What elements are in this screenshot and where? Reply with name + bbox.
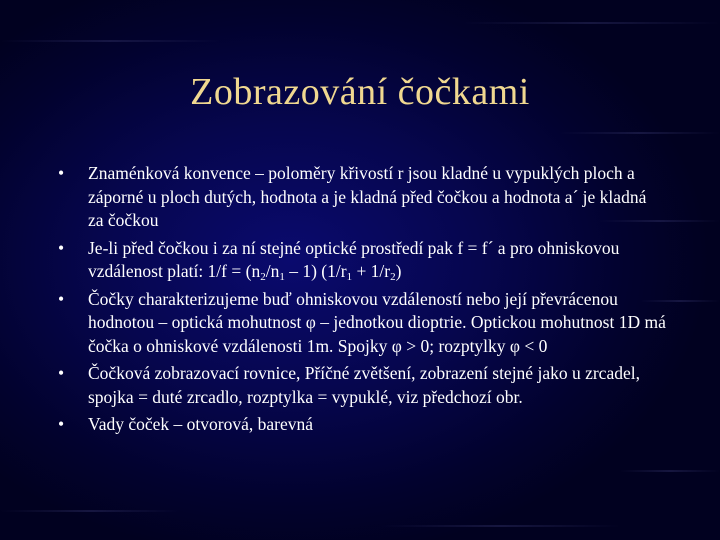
background-streak	[0, 40, 220, 42]
bullet-icon: •	[58, 414, 65, 434]
bullet-text: Čočková zobrazovací rovnice, Příčné zvětšení, zobrazení stejné jako u zrcadel, spojka = duté zrcadlo, rozptylka = vypuklé, viz předchozí obr.	[88, 363, 640, 407]
bullet-icon: •	[58, 363, 65, 383]
background-streak	[460, 22, 720, 24]
bullet-item	[56, 288, 666, 359]
bullet-item	[56, 162, 666, 233]
formula-subscript: 1	[346, 271, 353, 283]
background-streak	[620, 470, 720, 472]
formula-text: – 1) (1/r	[284, 261, 347, 281]
formula-text: + 1/r	[352, 261, 391, 281]
background-streak	[0, 510, 180, 512]
bullet-text: Čočky charakterizujeme buď ohniskovou vzdáleností nebo její převrácenou hodnotou – optická mohutnost φ – jednotkou dioptrie. Optickou mohutnost 1D má čočka o ohniskové vzdálenosti 1m. Spojky φ > 0; rozptylky φ < 0	[88, 288, 666, 356]
bullet-text: Znaménková konvence – poloměry křivostí r jsou kladné u vypuklých ploch a záporné u ploch dutých, hodnota a je kladná před čočkou a hodnota a´ je kladná za čočkou	[88, 163, 647, 230]
formula-text: Je-li před čočkou i za ní stejné optické prostředí pak f = f´ a pro ohniskovou vzdálenost platí: 1/f = (n	[88, 237, 620, 281]
formula-subscript: 2	[390, 271, 396, 283]
formula-subscript: 2	[260, 271, 266, 283]
bullet-item	[56, 237, 666, 284]
slide-title: Zobrazování čočkami	[190, 71, 530, 113]
bullet-item	[56, 413, 666, 437]
bullet-icon: •	[58, 163, 65, 183]
bullet-text: Vady čoček – otvorová, barevná	[88, 414, 313, 434]
background-streak	[380, 525, 620, 527]
background-streak	[560, 132, 720, 134]
bullet-item	[56, 362, 666, 409]
bullet-text	[88, 238, 619, 282]
formula-text: /n	[265, 261, 280, 281]
formula-text: )	[395, 261, 402, 281]
bullet-icon: •	[58, 288, 65, 309]
bullet-list	[56, 162, 666, 441]
formula-subscript: 1	[279, 271, 285, 283]
bullet-icon: •	[58, 237, 65, 258]
